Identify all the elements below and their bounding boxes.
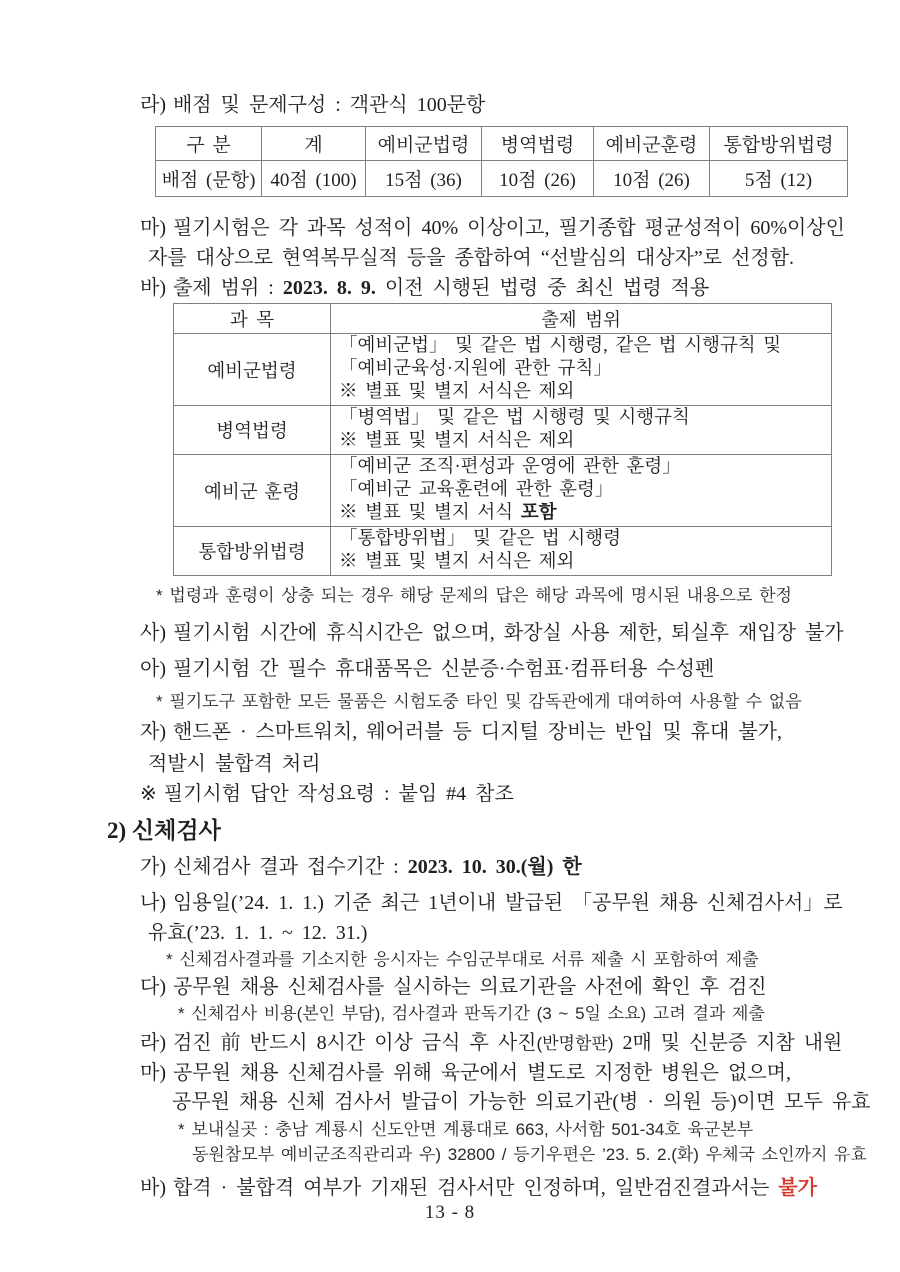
item-text: 2매 및 신분증 지참 내원 (613, 1032, 843, 1054)
scope-col-subject: 과 목 (174, 304, 331, 334)
item-ma2-continuation: 공무원 채용 신체 검사서 발급이 가능한 의료기관(병 · 의원 등)이면 모두 유효 (172, 1091, 871, 1113)
note-mailing-address: * 보내실곳 : 충남 계룡시 신도안면 계룡대로 663, 사서함 501-34호 육군본부 (178, 1120, 754, 1139)
scope-detail (331, 406, 832, 455)
scope-subject: 통합방위법령 (174, 527, 331, 576)
item-label: 자) (140, 721, 166, 743)
score-col-header: 통합방위법령 (710, 127, 848, 161)
scope-line-prefix: ※ 별표 및 별지 서식 (339, 503, 521, 523)
note-supplies: * 필기도구 포함한 모든 물품은 시험도중 타인 및 감독관에게 대여하여 사용할 수 없음 (156, 692, 802, 711)
scope-line: 「예비군법」 및 같은 법 시행령, 같은 법 시행규칙 및 (339, 336, 782, 356)
item-a-required-items (140, 654, 900, 684)
scope-table-row (174, 455, 832, 527)
item-da-clinic-check (140, 972, 900, 1002)
note-answer-text: 필기시험 답안 작성요령 : 붙임 #4 참조 (163, 783, 514, 805)
item-ra2-fasting (140, 1028, 900, 1059)
scope-line: 「통합방위법」 및 같은 법 시행령 (339, 529, 621, 549)
scope-line: 「예비군 교육훈련에 관한 훈령」 (339, 480, 614, 500)
note-exam-cost: * 신체검사 비용(본인 부담), 검사결과 판독기간 (3 ~ 5일 소요) 고려 결과 제출 (178, 1004, 765, 1023)
item-na-continuation: 유효(’23. 1. 1. ~ 12. 31.) (148, 922, 368, 944)
item-ja-continuation: 적발시 불합격 처리 (148, 753, 321, 775)
scope-detail (331, 455, 832, 527)
item-label: 가) (140, 856, 166, 878)
scope-line: ※ 별표 및 별지 서식은 제외 (339, 382, 575, 402)
item-text: 필기시험은 각 과목 성적이 40% 이상이고, 필기종합 평균성적이 60%이상인 (172, 217, 845, 239)
item-label: 라) (140, 1032, 166, 1054)
score-cell: 40점 (100) (262, 161, 366, 197)
deadline-date: 2023. 10. 30.(월) 한 (407, 856, 582, 878)
note-answer-guide (140, 780, 900, 808)
scope-subject: 예비군법령 (174, 334, 331, 406)
scope-subject: 병역법령 (174, 406, 331, 455)
score-cell: 5점 (12) (710, 161, 848, 197)
item-na-certificate (140, 888, 900, 918)
scope-col-scope: 출제 범위 (331, 304, 832, 334)
scope-detail (331, 527, 832, 576)
item-ma-continuation: 자를 대상으로 현역복무실적 등을 종합하여 “선발심의 대상자”로 선정함. (148, 247, 795, 269)
item-ga-deadline (140, 852, 900, 882)
reference-mark: ※ (140, 783, 157, 805)
score-table-data-row (156, 161, 848, 197)
item-sa-break (140, 618, 900, 648)
note-prior-result: * 신체검사결과를 기소지한 응시자는 수임군부대로 서류 제출 시 포함하여 제출 (166, 950, 759, 969)
item-text: 검진 前 반드시 8시간 이상 금식 후 사진 (172, 1032, 537, 1054)
score-col-header: 구 분 (156, 127, 262, 161)
item-label: 다) (140, 976, 166, 998)
section-heading-physical-exam: 2) 신체검사 (107, 818, 221, 843)
score-table (155, 126, 848, 197)
item-text: 필기시험 시간에 휴식시간은 없으며, 화장실 사용 제한, 퇴실후 재입장 불가 (172, 622, 844, 644)
item-ba2-validity (140, 1173, 900, 1203)
item-text: 합격 · 불합격 여부가 기재된 검사서만 인정하며, 일반검진결과서는 (172, 1177, 779, 1199)
item-text: 임용일(’24. 1. 1.) 기준 최근 1년이내 발급된 「공무원 채용 신체검사서」로 (172, 892, 843, 914)
scope-line (339, 502, 827, 525)
score-cell: 15점 (36) (366, 161, 482, 197)
score-col-header: 예비군법령 (366, 127, 482, 161)
scope-table-header-row (174, 304, 832, 334)
item-label: 사) (140, 622, 166, 644)
scope-line: 「예비군육성·지원에 관한 규칙」 (339, 359, 612, 379)
page-number: 13 - 8 (424, 1202, 476, 1223)
score-table-header-row (156, 127, 848, 161)
not-allowed-word: 불가 (778, 1177, 817, 1199)
item-label: 바) (140, 1177, 166, 1199)
item-text: 필기시험 간 필수 휴대품목은 신분증·수험표·컴퓨터용 수성펜 (172, 658, 715, 680)
item-text: 이전 시행된 법령 중 최신 법령 적용 (375, 277, 710, 299)
scope-line: 「예비군 조직·편성과 운영에 관한 훈령」 (339, 457, 681, 477)
score-cell: 10점 (26) (482, 161, 594, 197)
scope-subject: 예비군 훈령 (174, 455, 331, 527)
item-ja-devices (140, 716, 900, 748)
item-label: 나) (140, 892, 166, 914)
scope-cutoff-date: 2023. 8. 9. (282, 277, 376, 299)
item-text: 공무원 채용 신체검사를 위해 육군에서 별도로 지정한 병원은 없으며, (172, 1062, 791, 1084)
item-label: 마) (140, 217, 166, 239)
note-law-conflict: * 법령과 훈령이 상충 되는 경우 해당 문제의 답은 해당 과목에 명시된 내용으로 한정 (156, 586, 792, 605)
scope-line: ※ 별표 및 별지 서식은 제외 (339, 552, 575, 572)
item-text: 공무원 채용 신체검사를 실시하는 의료기관을 사전에 확인 후 검진 (172, 976, 767, 998)
item-text: 핸드폰 · 스마트워치, 웨어러블 등 디지털 장비는 반입 및 휴대 불가, (172, 721, 782, 743)
scope-line: ※ 별표 및 별지 서식은 제외 (339, 431, 575, 451)
item-text: 배점 및 문제구성 : 객관식 100문항 (172, 94, 486, 116)
item-text: 신체검사 결과 접수기간 : (172, 856, 408, 878)
photo-size-note: (반명함판) (536, 1034, 614, 1053)
score-cell: 배점 (문항) (156, 161, 262, 197)
item-ra-scoring (140, 90, 900, 120)
score-col-header: 병역법령 (482, 127, 594, 161)
scope-table (173, 303, 832, 576)
scope-table-row (174, 527, 832, 576)
note-mailing-address-continuation: 동원참모부 예비군조직관리과 우) 32800 / 등기우편은 ’23. 5. 2.(화) 우체국 소인까지 유효 (192, 1145, 867, 1164)
scope-table-row (174, 334, 832, 406)
item-label: 바) (140, 277, 166, 299)
score-cell: 10점 (26) (594, 161, 710, 197)
item-label: 아) (140, 658, 166, 680)
scope-table-row (174, 406, 832, 455)
scope-line: 「병역법」 및 같은 법 시행령 및 시행규칙 (339, 408, 690, 428)
scope-line-included: 포함 (520, 503, 557, 523)
item-ba-scope (140, 273, 900, 303)
scope-detail (331, 334, 832, 406)
item-label: 라) (140, 94, 166, 116)
score-col-header: 계 (262, 127, 366, 161)
item-ma2-hospital (140, 1059, 900, 1088)
score-col-header: 예비군훈령 (594, 127, 710, 161)
item-ma-passing (140, 213, 900, 243)
item-text: 출제 범위 : (172, 277, 283, 299)
item-label: 마) (140, 1062, 166, 1084)
